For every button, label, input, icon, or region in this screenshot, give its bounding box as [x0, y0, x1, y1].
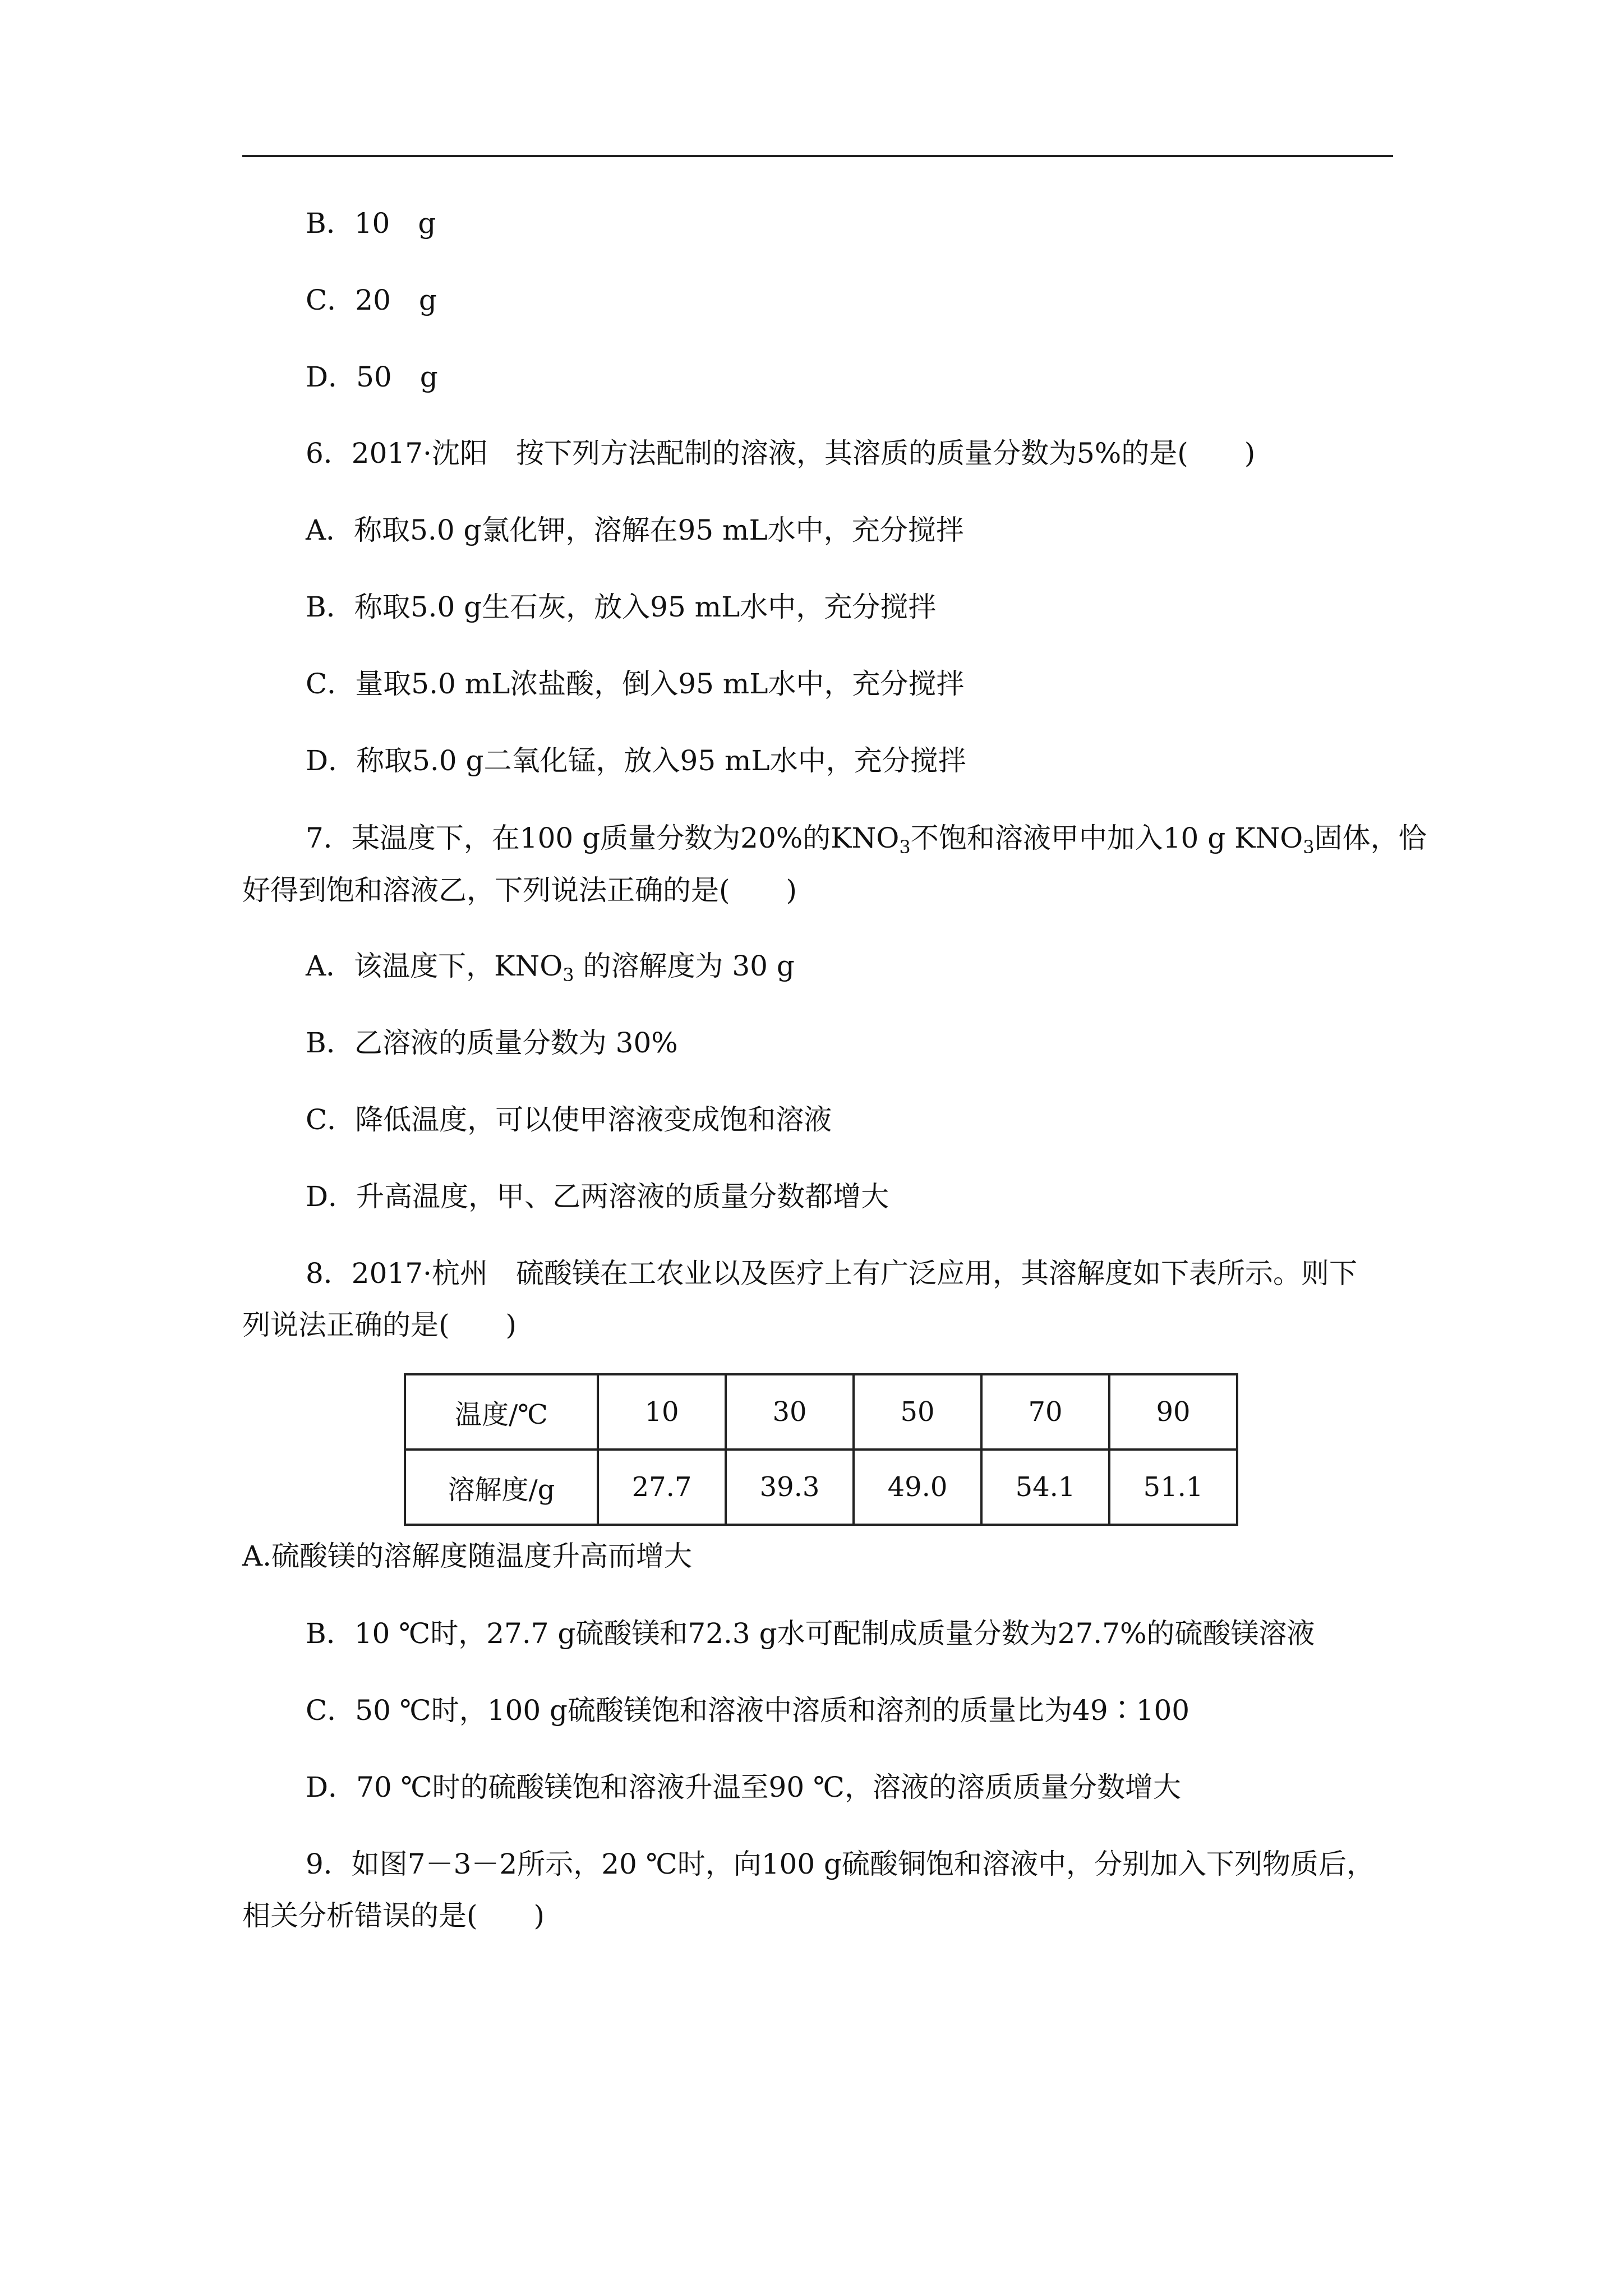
- q7-stem-line1: [306, 820, 1427, 856]
- q6-option-a: A．称取5.0 g氯化钾，溶解在95 mL水中，充分搅拌: [306, 514, 964, 546]
- q7-option-d: D．升高温度，甲、乙两溶液的质量分数都增大: [306, 1180, 889, 1213]
- q8-option-b: B．10 ℃时，27.7 g硫酸镁和72.3 g水可配制成质量分数为27.7%的硫酸镁溶液: [306, 1617, 1315, 1650]
- q5-option-b: B．10 g: [306, 207, 436, 240]
- q7-option-c: C．降低温度，可以使甲溶液变成饱和溶液: [306, 1103, 832, 1136]
- q6-option-b: B．称取5.0 g生石灰，放入95 mL水中，充分搅拌: [306, 591, 937, 623]
- q8-option-a: A.硫酸镁的溶解度随温度升高而增大: [242, 1540, 693, 1572]
- table-cell: 90: [1109, 1374, 1237, 1450]
- q8-option-c: C．50 ℃时，100 g硫酸镁饱和溶液中溶质和溶剂的质量比为49∶100: [306, 1694, 1190, 1727]
- q8-stem-line1: 8．2017·杭州 硫酸镁在工农业以及医疗上有广泛应用，其溶解度如下表所示。则下: [306, 1257, 1357, 1290]
- q7-option-a-text-b: 的溶解度为 30 g: [574, 950, 795, 982]
- q7-stem-text-a: 7．某温度下，在100 g质量分数为20%的KNO: [306, 822, 900, 854]
- table-row-temperature: [405, 1374, 1237, 1450]
- table-row-solubility: [405, 1450, 1237, 1525]
- q6-stem: 6．2017·沈阳 按下列方法配制的溶液，其溶质的质量分数为5%的是( ): [306, 437, 1256, 470]
- table-cell: 49.0: [854, 1450, 981, 1525]
- table-cell: 10: [598, 1374, 726, 1450]
- q5-option-d: D．50 g: [306, 361, 438, 393]
- table-cell: 39.3: [726, 1450, 854, 1525]
- table-header-temperature: 温度/℃: [405, 1374, 598, 1450]
- table-cell: 30: [726, 1374, 854, 1450]
- q7-stem-subscript-2: 3: [1303, 836, 1315, 858]
- q7-option-b: B．乙溶液的质量分数为 30%: [306, 1027, 678, 1059]
- q7-option-a-subscript: 3: [562, 964, 574, 986]
- q7-stem-text-b: 不饱和溶液甲中加入10 g KNO: [910, 822, 1303, 854]
- table-cell: 54.1: [981, 1450, 1109, 1525]
- table-cell: 50: [854, 1374, 981, 1450]
- solubility-table: [404, 1373, 1238, 1526]
- q7-stem-text-c: 固体，恰: [1314, 822, 1427, 854]
- q5-option-c: C．20 g: [306, 284, 437, 316]
- q8-option-d: D．70 ℃时的硫酸镁饱和溶液升温至90 ℃，溶液的溶质质量分数增大: [306, 1771, 1181, 1803]
- q7-stem-subscript-1: 3: [899, 836, 911, 858]
- q8-stem-line2: 列说法正确的是( ): [242, 1309, 517, 1341]
- table-cell: 27.7: [598, 1450, 726, 1525]
- header-rule: [242, 155, 1393, 157]
- q6-option-d: D．称取5.0 g二氧化锰，放入95 mL水中，充分搅拌: [306, 744, 966, 777]
- q9-stem-line2: 相关分析错误的是( ): [242, 1899, 545, 1932]
- q6-option-c: C．量取5.0 mL浓盐酸，倒入95 mL水中，充分搅拌: [306, 668, 965, 700]
- table-cell: 51.1: [1109, 1450, 1237, 1525]
- q7-option-a: [306, 948, 795, 984]
- q7-option-a-text: A．该温度下，KNO: [306, 950, 563, 982]
- table-cell: 70: [981, 1374, 1109, 1450]
- q7-stem-line2: 好得到饱和溶液乙，下列说法正确的是( ): [242, 874, 797, 907]
- table-header-solubility: 溶解度/g: [405, 1450, 598, 1525]
- q9-stem-line1: 9．如图7－3－2所示，20 ℃时，向100 g硫酸铜饱和溶液中，分别加入下列物质后，: [306, 1848, 1375, 1880]
